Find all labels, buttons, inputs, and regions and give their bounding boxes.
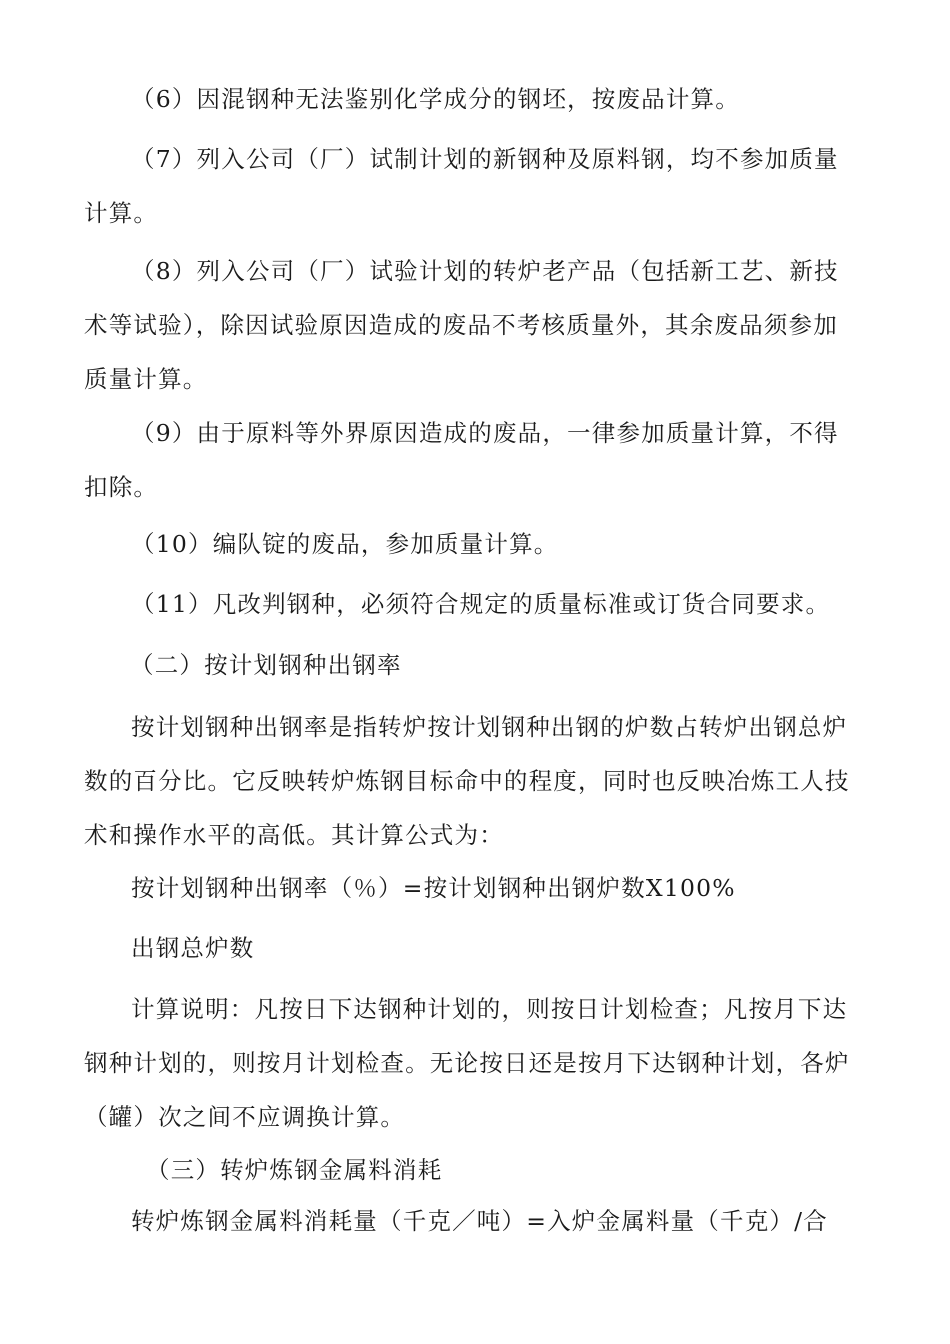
paragraph-item-10: （10）编队锭的废品，参加质量计算。 [131, 530, 559, 558]
paragraph-item-6: （6）因混钢种无法鉴别化学成分的钢坯，按废品计算。 [131, 85, 740, 113]
paragraph-item-8: （8）列入公司（厂）试验计划的转炉老产品（包括新工艺、新技术等试验），除因试验原因造成的废品不考核质量外，其余废品须参加质量计算。 [84, 257, 839, 393]
paragraph-definition: 按计划钢种出钢率是指转炉按计划钢种出钢的炉数占转炉出钢总炉数的百分比。它反映转炉炼钢目标命中的程度，同时也反映冶炼工人技术和操作水平的高低。其计算公式为： [84, 713, 850, 849]
section-heading-3: （三）转炉炼钢金属料消耗 [146, 1156, 443, 1184]
paragraph-calculation-note: 计算说明：凡按日下达钢种计划的，则按日计划检查；凡按月下达钢种计划的，则按月计划检查。无论按日还是按月下达钢种计划，各炉（罐）次之间不应调换计算。 [84, 995, 850, 1131]
formula-denominator: 出钢总炉数 [131, 934, 255, 962]
paragraph-item-11: （11）凡改判钢种，必须符合规定的质量标准或订货合同要求。 [131, 590, 831, 618]
section-heading-2: （二）按计划钢种出钢率 [130, 651, 402, 679]
paragraph-item-9: （9）由于原料等外界原因造成的废品，一律参加质量计算，不得扣除。 [84, 419, 839, 501]
formula-numerator: 按计划钢种出钢率（％）=按计划钢种出钢炉数X100% [131, 874, 736, 902]
paragraph-item-7: （7）列入公司（厂）试制计划的新钢种及原料钢，均不参加质量计算。 [84, 145, 839, 227]
paragraph-consumption-formula: 转炉炼钢金属料消耗量（千克／吨）=入炉金属料量（千克）/合 [131, 1207, 828, 1235]
